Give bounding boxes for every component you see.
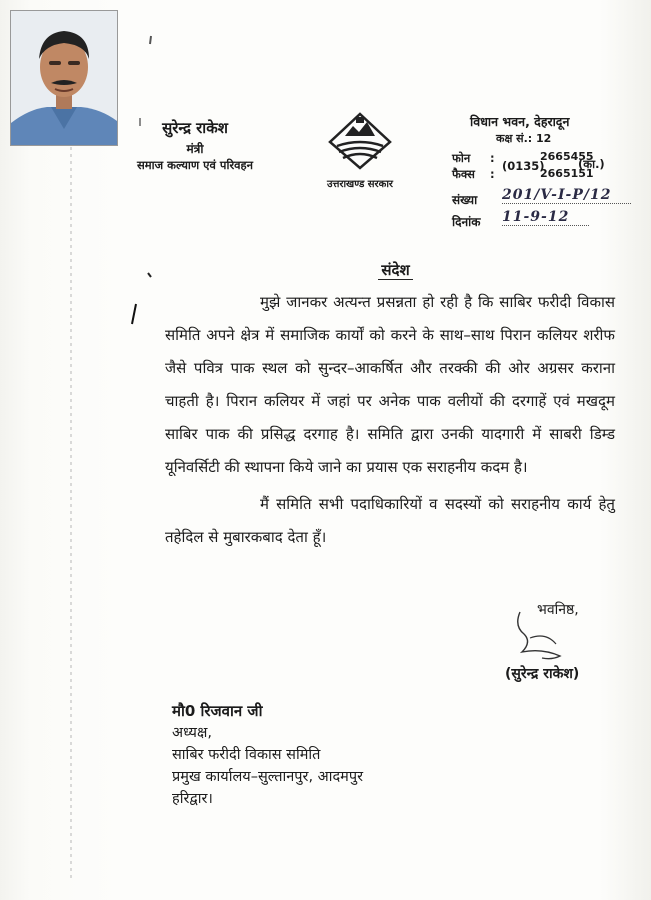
addressee-city: हरिद्वार। xyxy=(172,791,213,807)
body-paragraph-1: मुझे जानकर अत्यन्त प्रसन्नता हो रही है कि साबिर फरीदी विकास समिति अपने क्षेत्र में समाजिक कार्यों को करने के साथ–साथ पिरान कलियर शरीफ जैसे पवित्र पाक स्थल को सुन्दर–आकर्षित और तरक्की की ओर अग्रसर कराना चाहती है। पिरान कलियर में जहां पर अनेक पाक वलीयों की दरगाहें एवं मखदूम साबिर पाक की प्रसिद्ध दरगाह है। समिति द्वारा उनकी यादगारी में साबरी डिम्ड यूनिवर्सिटी की स्थापना किये जाने का प्रयास एक सराहनीय कदम है। xyxy=(165,293,615,476)
addressee-designation: अध्यक्ष, xyxy=(172,725,212,741)
reference-label: संख्या xyxy=(452,193,478,207)
fax-colon: : xyxy=(490,167,495,181)
addressee-organization: साबिर फरीदी विकास समिति xyxy=(172,747,321,763)
date-value: 11-9-12 xyxy=(502,209,589,226)
date-label: दिनांक xyxy=(452,215,481,229)
contact-numbers xyxy=(452,149,642,187)
date-row xyxy=(452,211,642,231)
handwritten-signature xyxy=(512,608,582,663)
area-code: (0135) xyxy=(502,159,545,173)
reference-number xyxy=(452,189,642,209)
closing-salutation: भवनिष्ठ, xyxy=(537,602,579,618)
minister-photo xyxy=(10,10,118,146)
body-paragraph-2: मैं समिति सभी पदाधिकारियों व सदस्यों को सराहनीय कार्य हेतु तहेदिल से मुबारकबाद देता हूँ। xyxy=(165,495,615,546)
phone-number: 2665455 xyxy=(540,150,594,163)
fax-number: 2665151 xyxy=(540,167,594,180)
addressee-block xyxy=(172,700,363,810)
addressee-office: प्रमुख कार्यालय–सुल्तानपुर, आदमपुर xyxy=(172,769,364,785)
stray-mark xyxy=(132,304,136,324)
fax-label: फैक्स xyxy=(452,167,475,181)
uttarakhand-emblem-icon xyxy=(325,112,395,170)
emblem-caption: उत्तराखण्ड सरकार xyxy=(326,179,394,190)
phone-label: फोन xyxy=(452,151,471,165)
addressee-name: मौ0 रिजवान जी xyxy=(172,702,263,720)
letter-heading xyxy=(0,260,651,280)
letter-body xyxy=(165,286,615,554)
room-number: कक्ष सं.: 12 xyxy=(496,132,552,145)
minister-name: सुरेन्द्र राकेश xyxy=(162,119,228,137)
minister-block xyxy=(120,118,270,173)
office-tag: (का.) xyxy=(578,157,605,171)
reference-value: 201/V-I-P/12 xyxy=(502,187,631,204)
state-emblem xyxy=(318,112,402,190)
signatory-name: (सुरेन्द्र राकेश) xyxy=(505,666,580,682)
minister-post: मंत्री xyxy=(186,142,204,156)
minister-department: समाज कल्याण एवं परिवहन xyxy=(136,158,254,172)
office-building: विधान भवन, देहरादून xyxy=(470,114,570,129)
stray-mark xyxy=(150,36,151,44)
office-block xyxy=(452,113,642,231)
heading-text: संदेश xyxy=(378,261,412,280)
phone-colon: : xyxy=(490,151,495,165)
